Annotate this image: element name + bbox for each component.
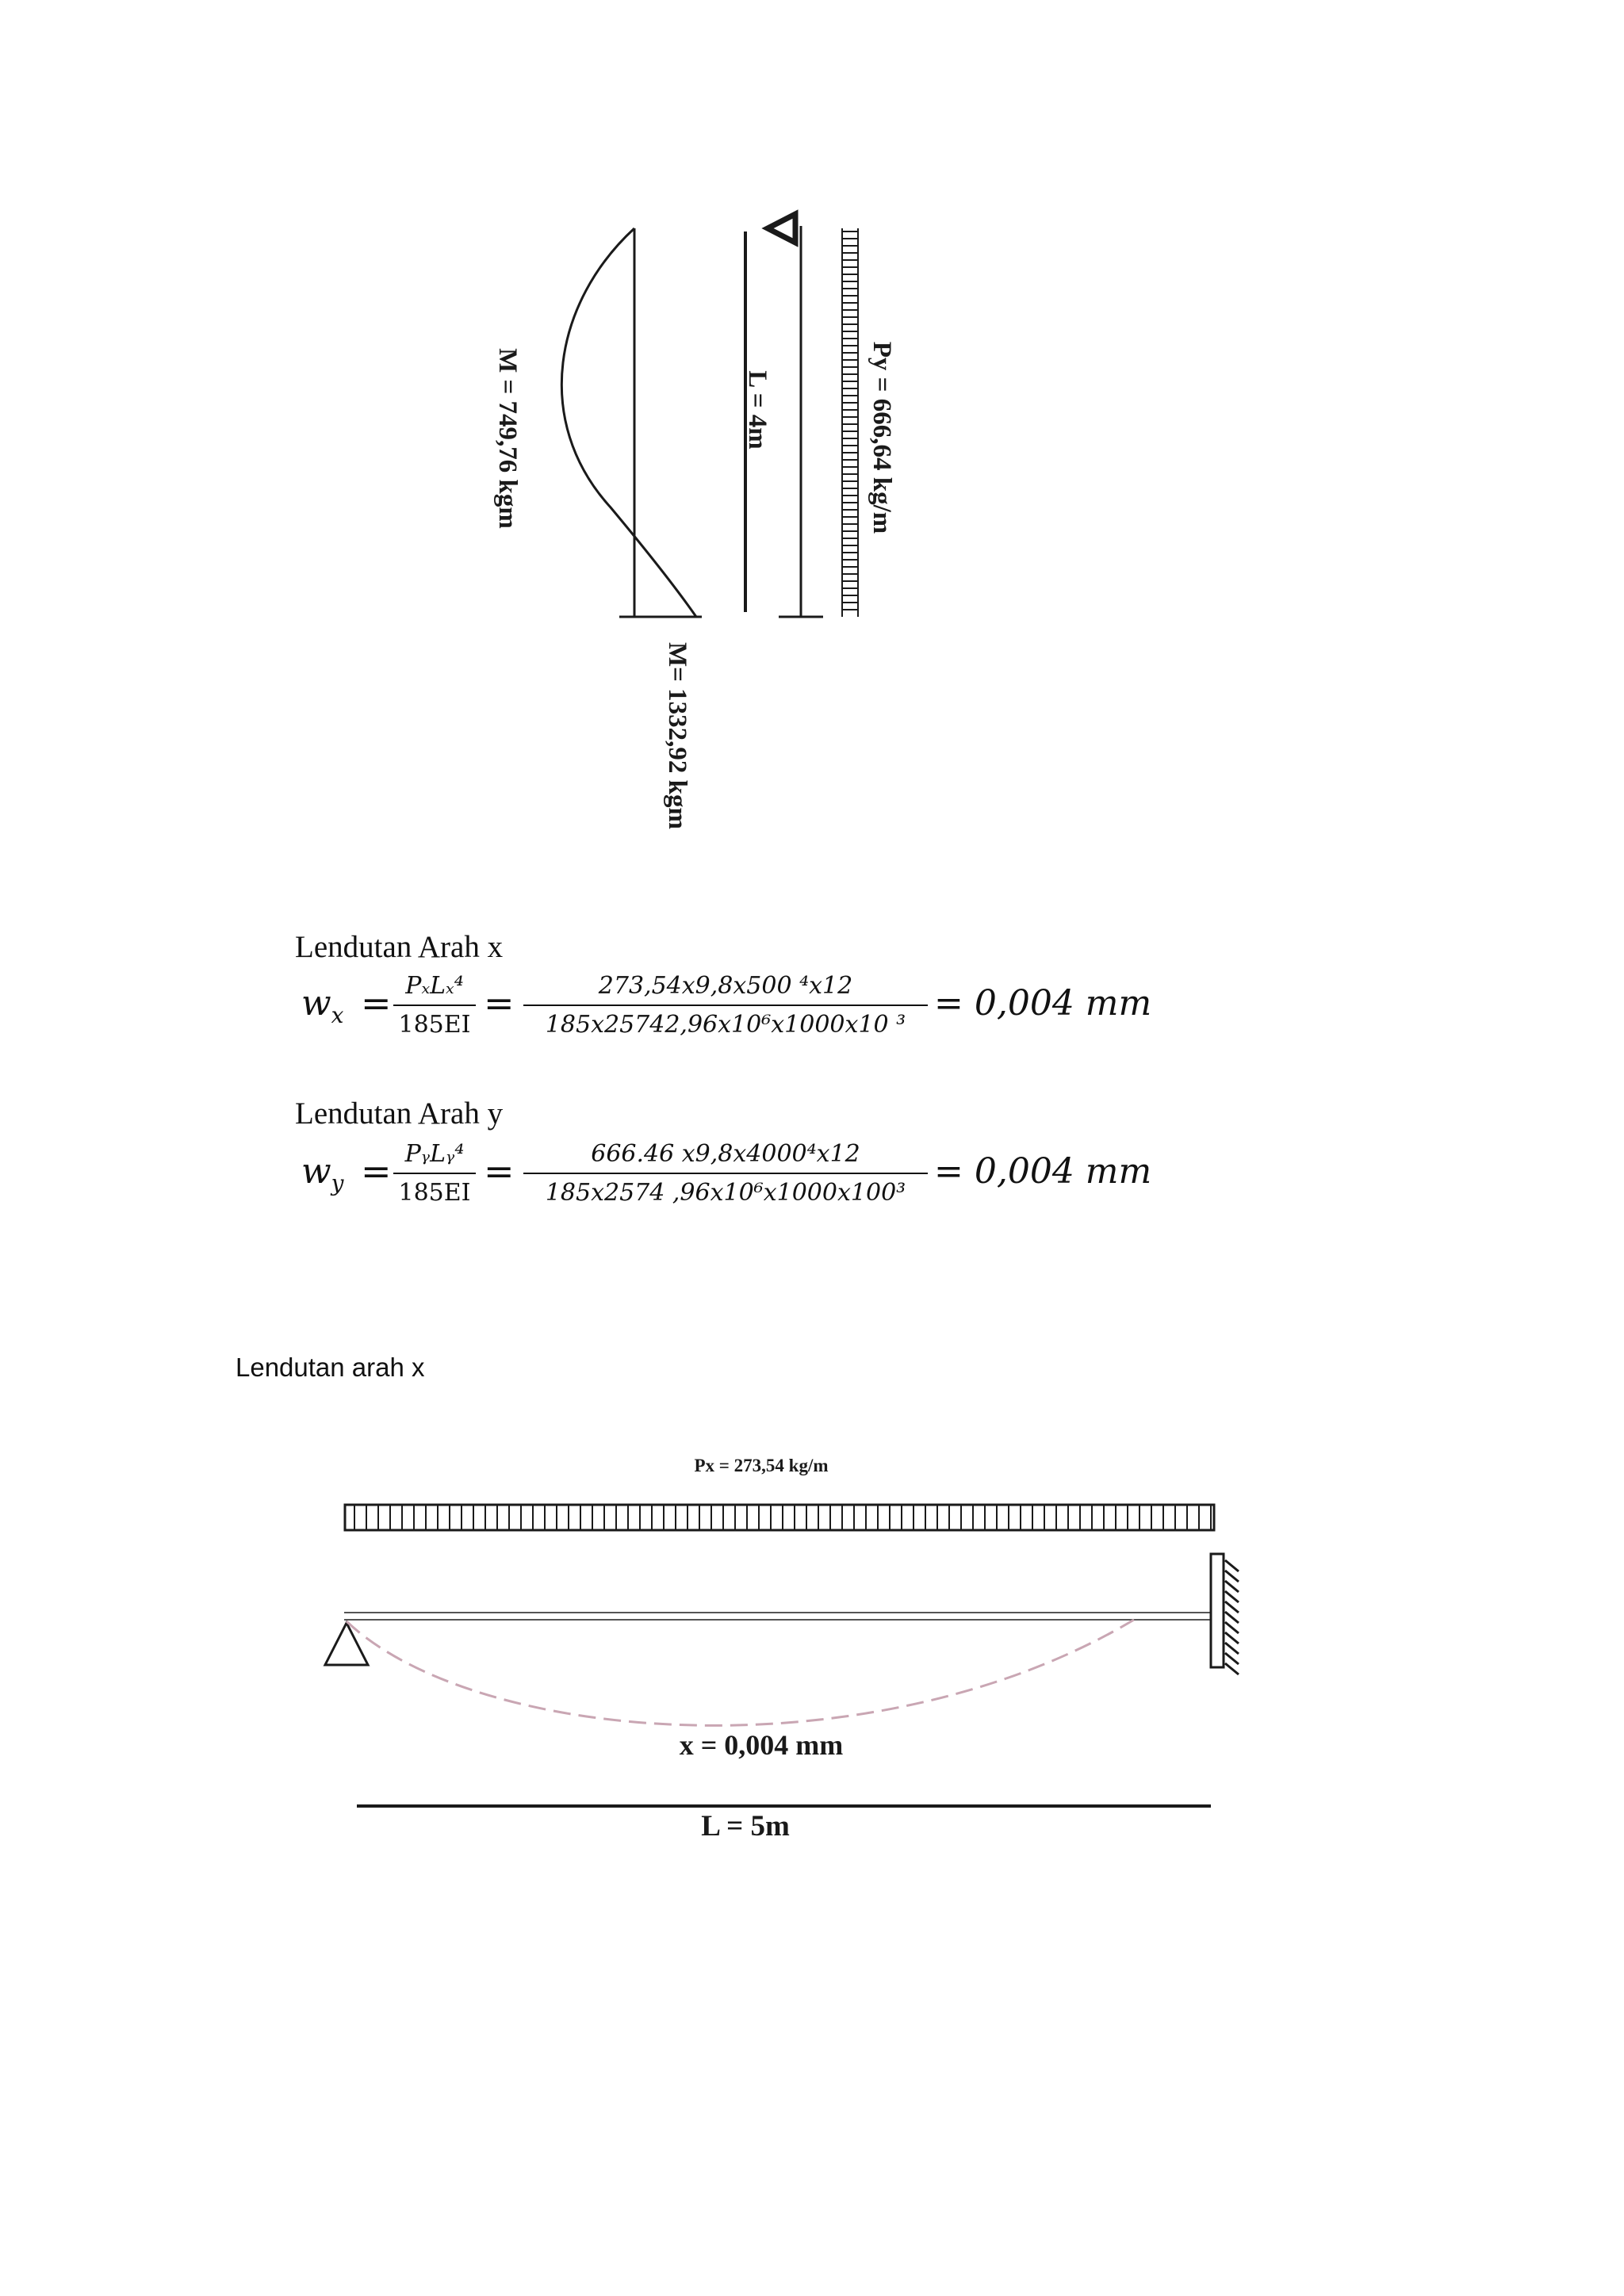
- deflection-y-lhs: [301, 1151, 344, 1196]
- equals-sign-1: =: [361, 982, 392, 1024]
- deflection-y-result: = 0,004 mm: [934, 1151, 1152, 1192]
- hatch-line: [1225, 1622, 1239, 1633]
- numeric-denominator: 185x25742,96x10⁶x1000x10 ³: [545, 1011, 906, 1039]
- moment-end-label: M= 1332,92 kgm: [663, 641, 691, 830]
- equals-sign-2: =: [484, 1150, 515, 1192]
- hatch-line: [1225, 1591, 1239, 1602]
- lhs-variable: w: [301, 1151, 331, 1192]
- numeric-numerator: 666.46 x9,8x4000⁴x12: [591, 1140, 860, 1168]
- deflection-x-result: = 0,004 mm: [934, 983, 1152, 1024]
- beam-load-label: Px = 273,54 kg/m: [694, 1456, 829, 1475]
- fixed-support-hatching: [1225, 1560, 1239, 1674]
- hatch-line: [1225, 1643, 1239, 1654]
- deflection-x-formula-fraction: [393, 972, 476, 1039]
- hatch-line: [1225, 1632, 1239, 1644]
- hatch-line: [1225, 1581, 1239, 1592]
- hatch-line: [1225, 1571, 1239, 1582]
- pin-support-icon: [325, 1623, 368, 1665]
- hatch-line: [1225, 1653, 1239, 1664]
- beam-section-label: Lendutan arah x: [236, 1353, 425, 1382]
- formula-denominator: 185EI: [398, 1179, 471, 1207]
- moment-curve: [561, 228, 696, 617]
- equals-sign-2: =: [484, 982, 515, 1024]
- deflection-x-lhs: [301, 983, 343, 1028]
- formula-numerator: PᵧLᵧ⁴: [404, 1140, 465, 1168]
- deflection-y-numeric-fraction: [523, 1140, 928, 1207]
- deflection-y-formula-fraction: [393, 1140, 476, 1207]
- lhs-subscript: x: [331, 1001, 344, 1028]
- beam-length-label: L = 5m: [701, 1810, 790, 1843]
- equals-sign-1: =: [361, 1150, 392, 1192]
- hatch-line: [1225, 1663, 1239, 1674]
- hatch-line: [1225, 1601, 1239, 1613]
- beam-diagram-drawing: [301, 1490, 1300, 1863]
- hatch-line: [1225, 1612, 1239, 1623]
- numeric-numerator: 273,54x9,8x500 ⁴x12: [598, 972, 853, 1000]
- pin-support-icon: [768, 214, 795, 243]
- deflection-x-numeric-fraction: [523, 972, 928, 1039]
- distributed-load-strip: [345, 1505, 1214, 1530]
- moment-mid-label: M = 749,76 kgm: [493, 348, 522, 529]
- fixed-support-icon: [1211, 1554, 1224, 1667]
- deflection-y-heading: Lendutan Arah y: [295, 1096, 504, 1131]
- hatch-line: [1225, 1560, 1239, 1571]
- numeric-denominator: 185x2574 ,96x10⁶x1000x100³: [545, 1179, 906, 1207]
- lhs-subscript: y: [331, 1169, 344, 1196]
- load-label: Py = 666,64 kg/m: [868, 341, 896, 534]
- column-diagram-drawing: [508, 198, 920, 642]
- formula-numerator: PₓLₓ⁴: [405, 972, 464, 1000]
- distributed-load-strip: [842, 228, 858, 617]
- length-label: L = 4m: [743, 370, 772, 450]
- beam-deflection-label: x = 0,004 mm: [679, 1729, 844, 1761]
- lhs-variable: w: [301, 983, 331, 1024]
- deflection-curve: [347, 1620, 1134, 1725]
- deflection-x-heading: Lendutan Arah x: [295, 930, 504, 964]
- formula-denominator: 185EI: [398, 1011, 471, 1039]
